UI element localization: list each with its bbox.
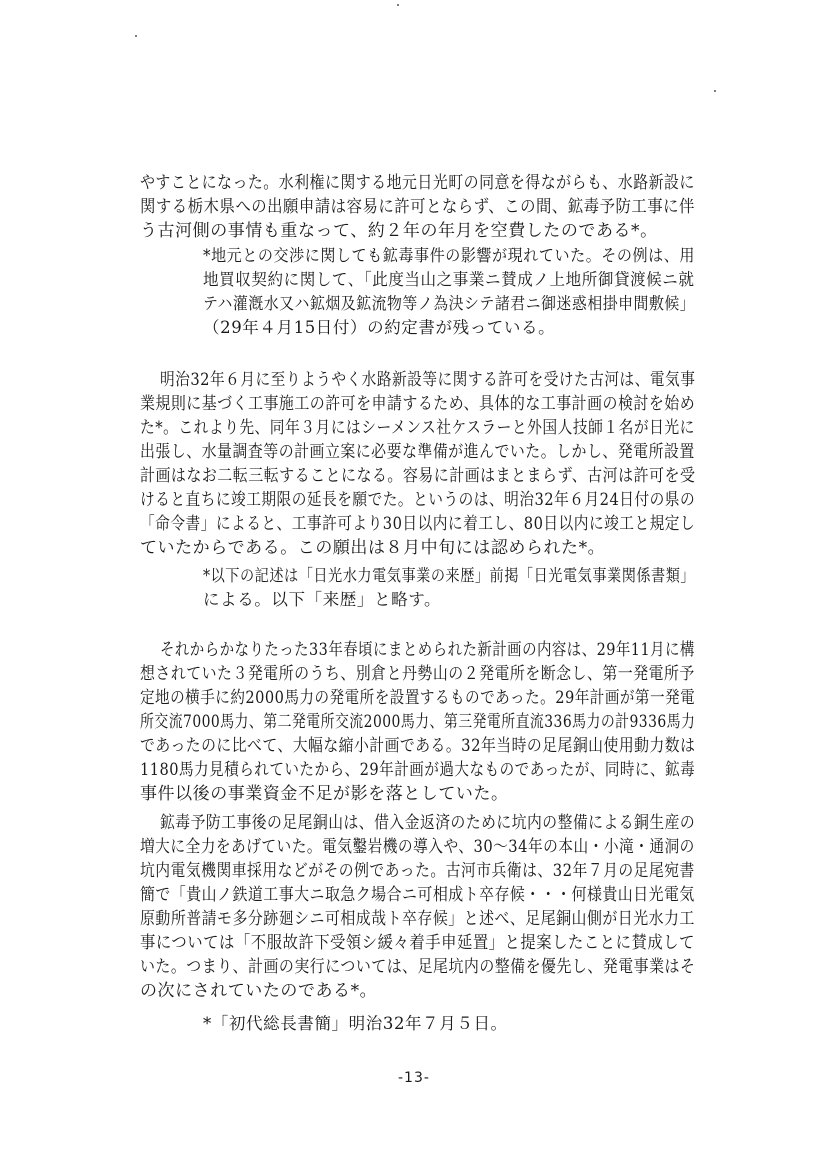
scan-speck — [397, 4, 399, 6]
text-line: ていたからである。この願出は８月中旬には認められた*。 — [140, 538, 606, 558]
footnote-line: *以下の記述は「日光水力電気事業の来歴」前掲「日光電気事業関係書類」 — [203, 566, 696, 585]
text-line: 業規則に基づく工事施工の許可を申請するため、具体的な工事計画の検討を始め — [140, 394, 696, 414]
footnote-line: （29年４月15日付）の約定書が残っている。 — [203, 318, 556, 337]
text-line: う古河側の事情も重なって、約２年の年月を空費したのである*。 — [140, 221, 658, 241]
text-line: 「命令書」によると、工事許可より30日以内に着工し、80日以内に竣工と規定し — [140, 514, 696, 534]
text-line: 簡で「貴山ノ鉄道工事大ニ取急ク場合ニ可相成ト卒存候・・・何様貴山日光電気 — [140, 885, 695, 905]
text-line: 想されていた３発電所のうち、別倉と丹勢山の２発電所を断念し、第一発電所予 — [140, 664, 695, 684]
text-line: やすことになった。水利権に関する地元日光町の同意を得ながらも、水路新設に — [140, 173, 695, 193]
text-line: の次にされていたのである*。 — [140, 981, 378, 1001]
text-line: 計画はなお二転三転することになる。容易に計画はまとまらず、古河は許可を受 — [140, 466, 696, 486]
footnote-line: 地買収契約に関して、「此度当山之事業ニ賛成ノ上地所御貸渡候ニ就 — [203, 270, 695, 289]
scan-speck — [714, 90, 716, 92]
text-line: た*。これより先、同年３月にはシーメンス社ケスラーと外国人技師１名が日光に — [140, 418, 695, 438]
text-line: 定地の横手に約2000馬力の発電所を設置するものであった。29年計画が第一発電 — [140, 688, 696, 708]
text-line: 1180馬力見積られていたから、29年計画が過大なものであったが、同時に、鉱毒 — [140, 760, 696, 780]
text-line: 出張し、水量調査等の計画立案に必要な準備が進んでいた。しかし、発電所設置 — [140, 442, 695, 462]
text-line: 関する栃木県への出願申請は容易に許可とならず、この間、鉱毒予防工事に伴 — [140, 197, 695, 217]
page-number: -13- — [398, 1070, 430, 1086]
scan-speck — [135, 35, 137, 37]
text-line: 所交流7000馬力、第二発電所交流2000馬力、第三発電所直流336馬力の計9336馬力 — [140, 712, 696, 732]
text-line: 原動所普請モ多分跡廻シニ可相成哉ト卒存候」と述べ、足尾銅山側が日光水力工 — [140, 909, 695, 929]
footnote-line: *「初代総長書簡」明治32年７月５日。 — [203, 1014, 508, 1033]
text-line: けると直ちに竣工期限の延長を願でた。というのは、明治32年６月24日付の県の — [140, 490, 696, 510]
text-line: であったのに比べて、大幅な縮小計画である。32年当時の足尾銅山使用動力数は — [140, 736, 696, 756]
text-line: 鉱毒予防工事後の足尾銅山は、借入金返済のために坑内の整備による銅生産の — [160, 813, 696, 833]
text-line: 事件以後の事業資金不足が影を落としていた。 — [140, 784, 509, 804]
text-line: 明治32年６月に至りようやく水路新設等に関する許可を受けた古河は、電気事 — [160, 370, 696, 390]
footnote-line: による。以下「来歴」と略す。 — [203, 590, 442, 609]
footnote-line: *地元との交渉に関しても鉱毒事件の影響が現れていた。その例は、用 — [203, 246, 695, 265]
text-line: 事については「不服故許下受領シ緩々着手申延置」と提案したことに賛成して — [140, 933, 695, 953]
text-line: 増大に全力をあげていた。電気鑿岩機の導入や、30～34年の本山・小滝・通洞の — [140, 837, 695, 857]
text-line: 坑内電気機関車採用などがその例であった。古河市兵衛は、32年７月の足尾宛書 — [140, 861, 695, 881]
footnote-line: テハ灌漑水又ハ鉱烟及鉱流物等ノ為決シテ諸君ニ御迷惑相掛申間敷候」 — [203, 294, 696, 313]
text-line: それからかなりたった33年春頃にまとめられた新計画の内容は、29年11月に構 — [160, 640, 695, 660]
text-line: いた。つまり、計画の実行については、足尾坑内の整備を優先し、発電事業はそ — [140, 957, 696, 977]
